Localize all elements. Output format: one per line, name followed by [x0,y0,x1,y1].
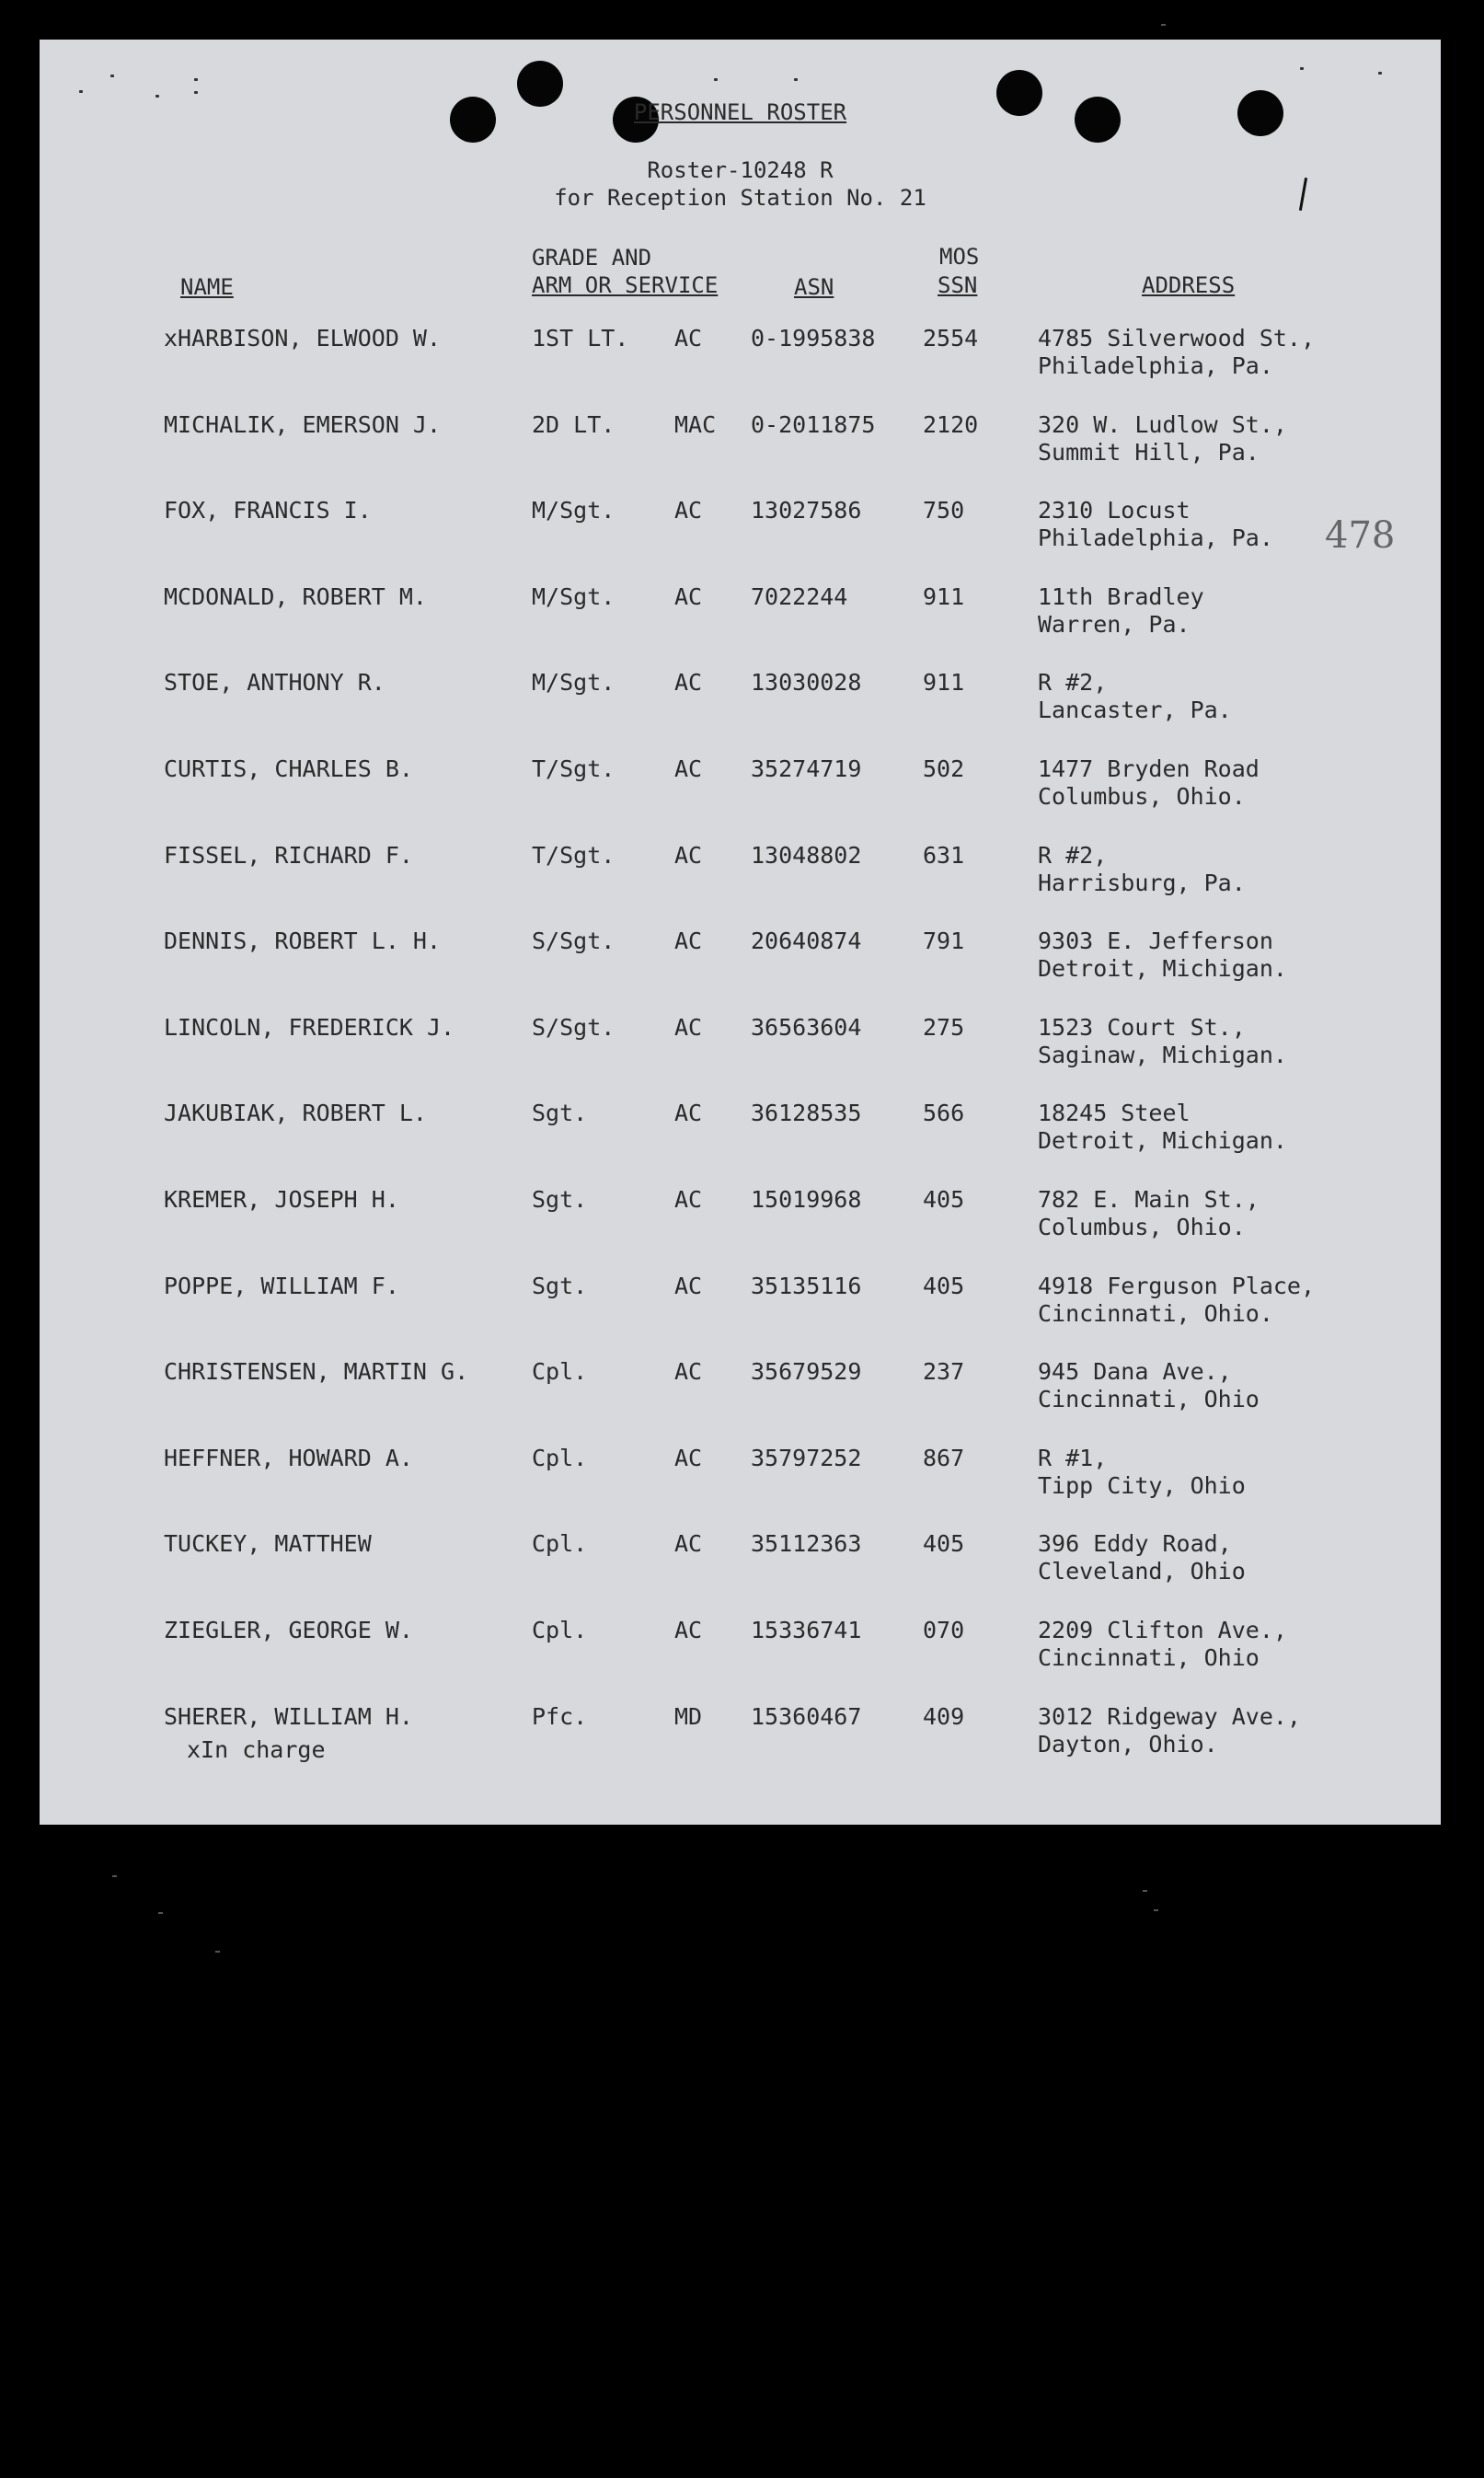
cell-asn: 36128535 [751,1100,862,1127]
cell-arm: AC [674,755,703,782]
margin-page-number: 478 [1325,514,1396,557]
cell-asn: 13027586 [751,497,862,524]
cell-grade: S/Sgt. [532,928,615,955]
cell-address-line2: Summit Hill, Pa. [1038,438,1260,466]
cell-grade: Cpl. [532,1617,588,1643]
header-grade-line2: ARM OR SERVICE [532,272,719,298]
cell-grade: Sgt. [532,1100,588,1127]
speck [215,1951,220,1953]
cell-address-line1: 782 E. Main St., [1038,1186,1260,1213]
cell-name: HEFFNER, HOWARD A. [164,1444,413,1471]
cell-ssn: 405 [923,1272,965,1299]
cell-asn: 13048802 [751,841,862,869]
cell-name: xHARBISON, ELWOOD W. [164,325,442,352]
cell-asn: 35135116 [751,1272,862,1299]
cell-grade: M/Sgt. [532,582,615,610]
cell-asn: 35112363 [751,1530,862,1558]
cell-arm: AC [674,1100,703,1127]
cell-asn: 35274719 [751,755,862,782]
cell-name: FOX, FRANCIS I. [164,497,372,524]
speck [155,95,159,98]
cell-grade: 2D LT. [532,410,615,438]
cell-name: MICHALIK, EMERSON J. [164,410,442,438]
cell-ssn: 409 [923,1702,965,1730]
cell-arm: AC [674,497,703,524]
speck [1161,24,1166,26]
cell-address-line2: Warren, Pa. [1038,610,1191,638]
cell-address-line2: Harrisburg, Pa. [1038,869,1246,896]
cell-arm: AC [674,1358,703,1386]
cell-grade: T/Sgt. [532,755,615,782]
cell-address-line2: Columbus, Ohio. [1038,1214,1246,1240]
cell-name: SHERER, WILLIAM H. [164,1702,413,1730]
speck [112,1875,117,1877]
cell-address-line1: 396 Eddy Road, [1038,1530,1232,1558]
cell-asn: 35679529 [751,1358,862,1386]
cell-address-line1: 2209 Clifton Ave., [1038,1617,1287,1643]
cell-name: POPPE, WILLIAM F. [164,1272,399,1299]
cell-ssn: 2120 [923,410,979,438]
cell-address-line2: Tipp City, Ohio [1038,1471,1246,1499]
cell-arm: AC [674,325,703,352]
cell-address-line1: 11th Bradley [1038,582,1204,610]
speck [194,91,198,94]
cell-address-line2: Philadelphia, Pa. [1038,352,1273,379]
cell-name: MCDONALD, ROBERT M. [164,582,427,610]
cell-note: xIn charge [187,1735,326,1763]
cell-name: STOE, ANTHONY R. [164,669,385,697]
cell-ssn: 911 [923,582,965,610]
cell-address-line1: 18245 Steel [1038,1100,1191,1127]
cell-asn: 0-2011875 [751,410,876,438]
speck [1154,1909,1158,1911]
cell-name: LINCOLN, FREDERICK J. [164,1013,455,1041]
cell-name: JAKUBIAK, ROBERT L. [164,1100,427,1127]
cell-arm: AC [674,841,703,869]
cell-address-line2: Dayton, Ohio. [1038,1730,1218,1758]
cell-address-line2: Cincinnati, Ohio [1038,1386,1260,1413]
cell-ssn: 405 [923,1186,965,1213]
cell-address-line2: Lancaster, Pa. [1038,697,1232,724]
cell-arm: AC [674,1530,703,1558]
cell-asn: 35797252 [751,1444,862,1471]
cell-address-line1: 945 Dana Ave., [1038,1358,1232,1386]
cell-address-line1: 9303 E. Jefferson [1038,928,1273,955]
cell-ssn: 566 [923,1100,965,1127]
cell-address-line2: Philadelphia, Pa. [1038,524,1273,552]
cell-address-line1: R #2, [1038,841,1108,869]
cell-address-line2: Cincinnati, Ohio. [1038,1299,1273,1327]
cell-grade: Cpl. [532,1444,588,1471]
speck [714,78,718,81]
cell-asn: 15019968 [751,1186,862,1213]
cell-ssn: 911 [923,669,965,697]
cell-arm: AC [674,1186,703,1213]
cell-address-line1: 4918 Ferguson Place, [1038,1272,1316,1299]
cell-address-line1: 1523 Court St., [1038,1013,1246,1041]
cell-arm: AC [674,1013,703,1041]
speck [158,1912,163,1914]
cell-name: CHRISTENSEN, MARTIN G. [164,1358,469,1386]
cell-grade: Sgt. [532,1272,588,1299]
cell-address-line2: Detroit, Michigan. [1038,1127,1287,1155]
cell-name: ZIEGLER, GEORGE W. [164,1617,413,1643]
header-name: NAME [180,274,234,300]
cell-grade: 1ST LT. [532,325,629,352]
speck [794,78,798,81]
cell-grade: Sgt. [532,1186,588,1213]
cell-asn: 7022244 [751,582,848,610]
cell-address-line2: Cincinnati, Ohio [1038,1644,1260,1671]
cell-grade: T/Sgt. [532,841,615,869]
header-asn: ASN [794,274,834,300]
cell-ssn: 867 [923,1444,965,1471]
cell-ssn: 502 [923,755,965,782]
cell-address-line1: R #2, [1038,669,1108,697]
cell-address-line2: Cleveland, Ohio [1038,1558,1246,1585]
cell-arm: AC [674,1272,703,1299]
cell-ssn: 631 [923,841,965,869]
cell-arm: AC [674,1444,703,1471]
cell-name: TUCKEY, MATTHEW [164,1530,372,1558]
cell-ssn: 405 [923,1530,965,1558]
header-mos: MOS [939,244,980,270]
cell-address-line1: 3012 Ridgeway Ave., [1038,1702,1301,1730]
speck [194,78,198,81]
cell-asn: 0-1995838 [751,325,876,352]
cell-address-line2: Saginaw, Michigan. [1038,1041,1287,1068]
cell-arm: AC [674,1617,703,1643]
cell-name: CURTIS, CHARLES B. [164,755,413,782]
cell-address-line1: 1477 Bryden Road [1038,755,1260,782]
cell-address-line1: 2310 Locust [1038,497,1191,524]
cell-name: KREMER, JOSEPH H. [164,1186,399,1213]
cell-address-line1: 4785 Silverwood St., [1038,325,1316,352]
document-title: PERSONNEL ROSTER [633,99,847,125]
cell-ssn: 791 [923,928,965,955]
header-ssn: SSN [938,272,978,298]
cell-asn: 36563604 [751,1013,862,1041]
cell-arm: MD [674,1702,703,1730]
cell-address-line1: R #1, [1038,1444,1108,1471]
cell-ssn: 237 [923,1358,965,1386]
cell-arm: AC [674,928,703,955]
cell-grade: M/Sgt. [532,669,615,697]
speck [1300,67,1304,70]
cell-ssn: 070 [923,1617,965,1643]
header-address: ADDRESS [1142,272,1236,298]
cell-name: FISSEL, RICHARD F. [164,841,413,869]
cell-address-line1: 320 W. Ludlow St., [1038,410,1287,438]
cell-grade: Pfc. [532,1702,588,1730]
cell-asn: 15336741 [751,1617,862,1643]
header-grade-line1: GRADE AND [532,245,652,271]
cell-arm: MAC [674,410,717,438]
speck [79,90,83,93]
cell-grade: M/Sgt. [532,497,615,524]
speck [110,75,114,77]
roster-number: Roster-10248 R [647,157,834,183]
cell-ssn: 750 [923,497,965,524]
cell-grade: S/Sgt. [532,1013,615,1041]
roster-subtitle: for Reception Station No. 21 [554,185,926,211]
cell-address-line2: Detroit, Michigan. [1038,955,1287,983]
cell-name: DENNIS, ROBERT L. H. [164,928,442,955]
cell-arm: AC [674,669,703,697]
cell-grade: Cpl. [532,1358,588,1386]
speck [1143,1890,1147,1892]
cell-address-line2: Columbus, Ohio. [1038,783,1246,810]
cell-asn: 13030028 [751,669,862,697]
roster-page [40,40,1441,1825]
cell-grade: Cpl. [532,1530,588,1558]
cell-asn: 20640874 [751,928,862,955]
cell-ssn: 2554 [923,325,979,352]
speck [1378,72,1382,75]
cell-asn: 15360467 [751,1702,862,1730]
cell-arm: AC [674,582,703,610]
cell-ssn: 275 [923,1013,965,1041]
